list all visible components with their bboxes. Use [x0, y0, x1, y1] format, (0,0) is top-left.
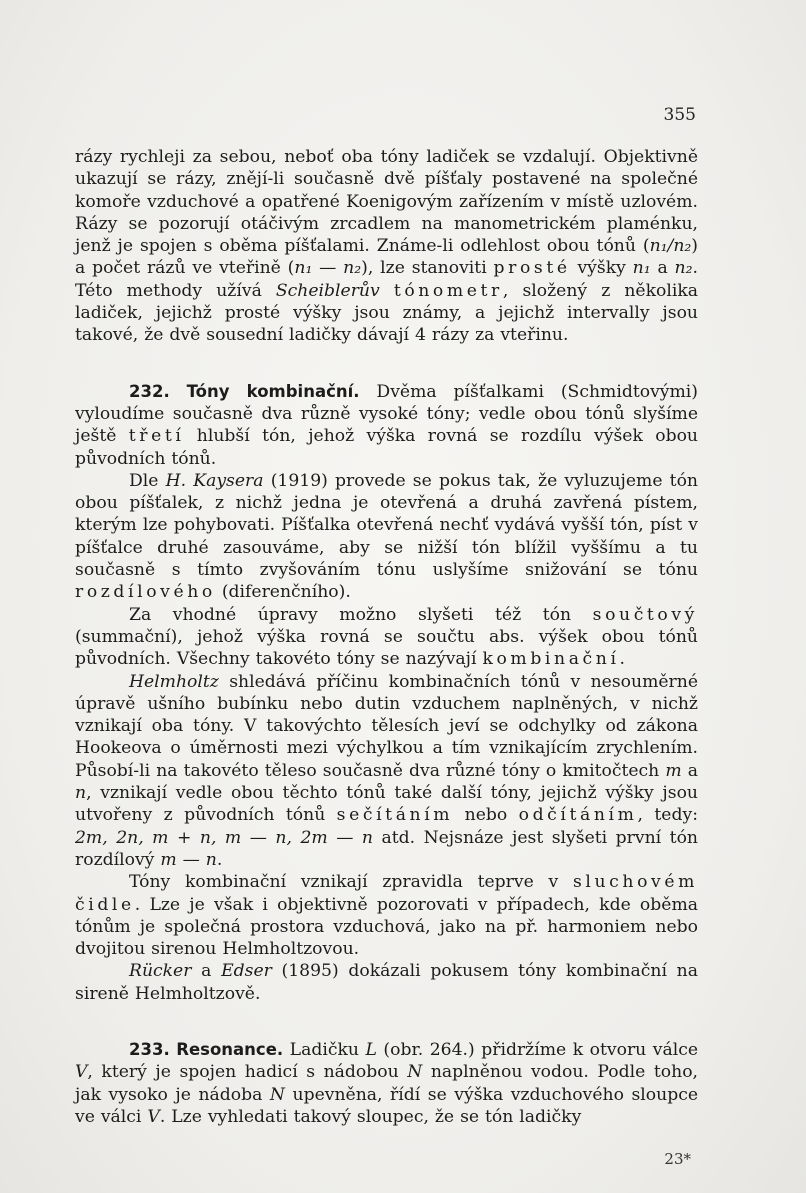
- paragraph-soucet: Za vhodné úpravy možno slyšeti též tón součtový (summační), jehož výška rovná se součtu abs. výšek obou tónů původních. Všechny takovéto tóny se nazývají kombinační.: [75, 604, 698, 670]
- paragraph-helmholtz: Helmholtz shledává příčinu kombinačních tónů v nesouměrné úpravě ušního bubínku nebo dutin vzduchem naplněných, v nichž vznikají oba tóny. V takovýchto tělesích jeví se odchylky od zákona Hookeova o úměrnosti mezi výchylkou a tím vznikajícím zrychlením. Působí-li na takovéto těleso současně dva různé tóny o kmitočtech m a n, vznikají vedle obou těchto tónů také další tóny, jejichž výšky jsou utvořeny z původních tónů sečítáním nebo odčítáním, tedy: 2m, 2n, m + n, m — n, 2m — n atd. Nejsnáze jest slyšeti první tón rozdílový m — n.: [75, 671, 699, 870]
- page-number: 355: [663, 105, 696, 125]
- paragraph-kaysera: Dle H. Kaysera (1919) provede se pokus tak, že vyluzujeme tón obou píšťalek, z nichž jedna je otevřená a druhá zavřená pístem, kterým lze pohybovati. Píšťalka otevřená nechť vydává vyšší tón, píst v píšťalce druhé zasouváme, aby se nižší tón blížil vyššímu a tu současně s tímto zvyšováním tónu uslyšíme snižování se tónu rozdílového (diferenčního).: [75, 470, 698, 603]
- printer-signature: 23*: [664, 1150, 691, 1168]
- section-233-number: 233.: [129, 1039, 170, 1059]
- formula: 2m, 2n, m + n, m — n, 2m — n: [75, 827, 373, 848]
- section-232-number: 232.: [129, 381, 170, 401]
- section-233-intro: 233. Resonance. Ladičku L (obr. 264.) přidržíme k otvoru válce V, který je spojen hadicí s nádobou N naplněnou vodou. Podle toho, jak vysoko je nádoba N upevněna, řídí se výška vzduchového sloupce ve válci V. Lze vyhledati takový sloupec, že se tón ladičky: [75, 1039, 699, 1127]
- paragraph-rucker: Rücker a Edser (1895) dokázali pokusem tóny kombinační na sireně Helmholtzově.: [75, 961, 698, 1004]
- section-232-title: Tóny kombinační.: [186, 381, 360, 401]
- paragraph-sluch: Tóny kombinační vznikají zpravidla teprve v sluchovém čidle. Lze je však i objektivně pozorovati v případech, kde oběma tónům je společná prostora vzduchová, jako na př. harmoniem nebo dvojitou sirenou Helmholtzovou.: [75, 872, 698, 960]
- paragraph-razy: rázy rychleji za sebou, neboť oba tóny ladiček se vzdalují. Objektivně ukazují se rázy, znějí-li současně dvě píšťaly postavené na společné komoře vzduchové a opatřené Koenigovým zařízením v místě uzlovém. Rázy se pozorují otáčivým zrcadlem na manometrickém plaménku, jenž je spojen s oběma píšťalami. Známe-li odlehlost obou tónů (n₁/n₂) a počet rázů ve vteřině (n₁ — n₂), lze stanoviti prosté výšky n₁ a n₂. Této methody užívá Scheiblerův tónometr, složený z několika ladiček, jejichž prosté výšky jsou známy, a jejichž intervally jsou takové, že dvě sousední ladičky dávají 4 rázy za vteřinu.: [75, 147, 698, 346]
- section-233-title: Resonance.: [176, 1039, 284, 1059]
- section-232-intro: 232. Tóny kombinační. Dvěma píšťalkami (Schmidtovými) vyloudíme současně dva různě vysoké tóny; vedle obou tónů slyšíme ještě třetí hlubší tón, jehož výška rovná se rozdílu výšek obou původních tónů.: [75, 381, 698, 469]
- body-text: [75, 146, 698, 1128]
